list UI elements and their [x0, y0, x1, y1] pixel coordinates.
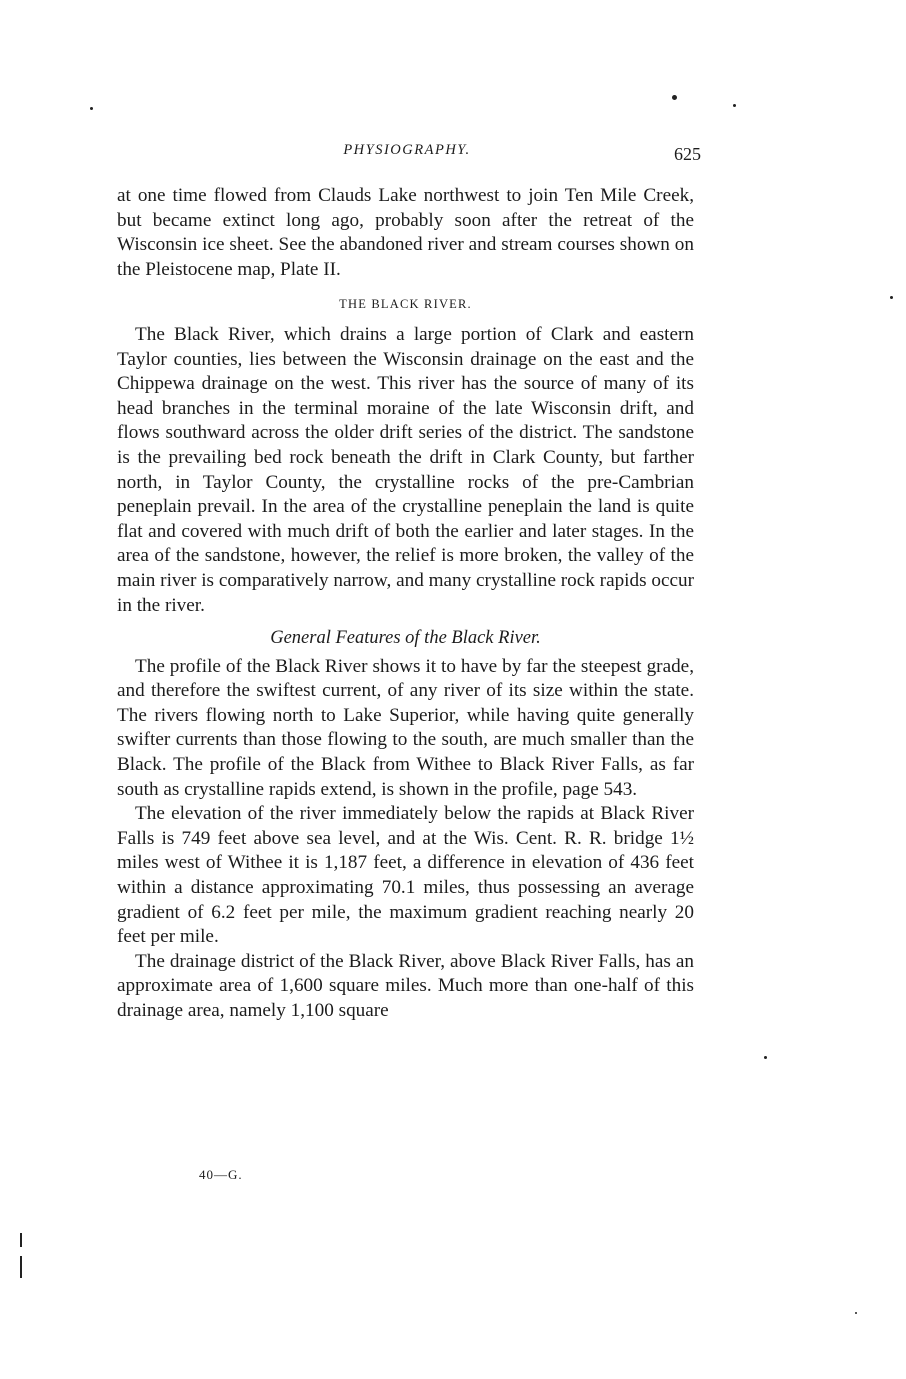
scan-speck [672, 95, 677, 100]
margin-mark [20, 1256, 22, 1278]
scan-speck [890, 296, 893, 299]
paragraph-continuation: at one time flowed from Clauds Lake northwest to join Ten Mile Creek, but became extinct long ago, probably soon after the retreat of the Wisconsin ice sheet. See the abandoned river and stream courses shown on the Pleistocene map, Plate II. [117, 185, 694, 280]
running-title: PHYSIOGRAPHY. [343, 142, 471, 158]
scan-speck [764, 1056, 767, 1059]
paragraph-elevation: The elevation of the river immediately below the rapids at Black River Falls is 749 feet above sea level, and at the Wis. Cent. R. R. bridge 1½ miles west of Withee it is 1,187 feet, a difference in elevation of 436 feet within a distance approximating 70.1 miles, thus possessing an average gradient of 6.2 feet per mile, the maximum gradient reaching nearly 20 feet per mile. [117, 803, 694, 948]
page-number: 625 [674, 144, 701, 164]
paragraph-profile: The profile of the Black River shows it to have by far the steepest grade, and therefore the swiftest current, of any river of its size within the state. The rivers flowing north to Lake Superior, while having quite generally swifter currents than those flowing to the south, are much smaller than the Black. The profile of the Black from Withee to Black River Falls, as far south as crystalline rapids extend, is shown in the profile, page 543. [117, 655, 694, 800]
paragraph-black-river-intro: The Black River, which drains a large portion of Clark and eastern Taylor counties, lies between the Wisconsin drainage on the east and the Chippewa drainage on the west. This river has the source of many of its head branches in the terminal moraine of the late Wisconsin drift, and flows southward across the older drift series of the district. The sandstone is the prevailing bed rock beneath the drift in Clark County, but farther north, in Taylor County, the crystalline rocks of the pre-Cambrian peneplain prevail. In the area of the crystalline peneplain the land is quite flat and covered with much drift of both the earlier and later stages. In the area of the sandstone, however, the relief is more broken, the valley of the main river is comparatively narrow, and many crystalline rock rapids occur in the river. [117, 323, 694, 616]
margin-mark [20, 1233, 22, 1247]
body-text [117, 184, 694, 1024]
scan-speck [733, 104, 736, 107]
scan-speck [90, 107, 93, 110]
sub-heading: General Features of the Black River. [270, 628, 541, 649]
section-heading: THE BLACK RIVER. [339, 297, 472, 312]
signature-mark: 40—G. [199, 1167, 243, 1182]
running-head [117, 140, 701, 166]
paragraph-drainage-district: The drainage district of the Black River, above Black River Falls, has an approximate area of 1,600 square miles. Much more than one-half of this drainage area, namely 1,100 square [117, 950, 694, 1021]
scan-speck [855, 1312, 857, 1314]
